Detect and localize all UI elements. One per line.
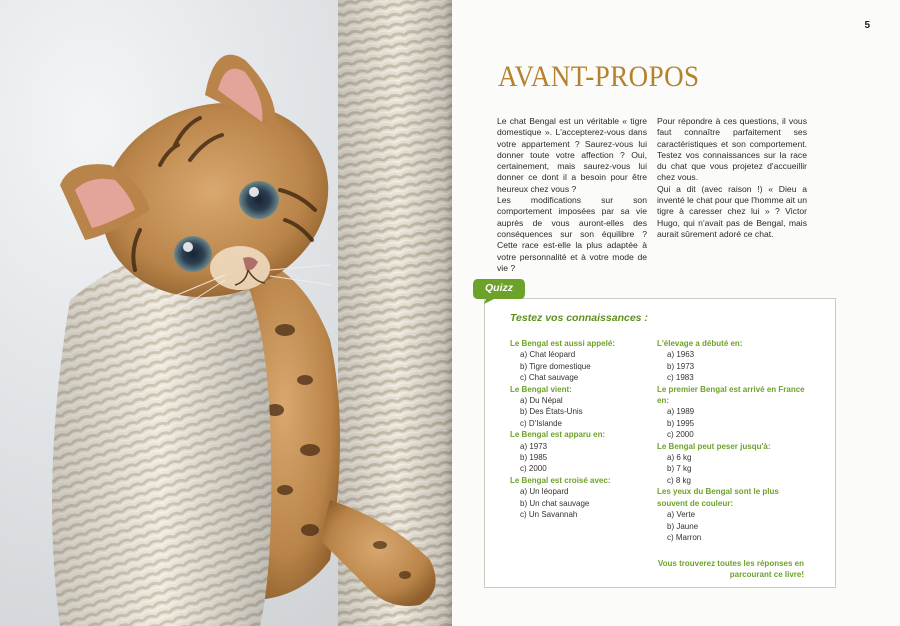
- quiz-answer: b) 1973: [667, 361, 695, 371]
- quiz-answer: a) Verte: [667, 510, 696, 520]
- text-page: [452, 0, 900, 626]
- quiz-question: Le Bengal vient:: [510, 384, 572, 394]
- quiz-answer: b) Un chat sauvage: [520, 498, 590, 508]
- quiz-question: Le Bengal peut peser jusqu'à:: [657, 441, 771, 451]
- intro-column-2: [657, 116, 807, 240]
- quiz-answer: c) 8 kg: [667, 475, 692, 485]
- quiz-answer: c) 2000: [667, 430, 694, 440]
- quiz-badge: [472, 277, 526, 305]
- quiz-answer: c) Un Savannah: [520, 510, 578, 520]
- intro-paragraph: Pour répondre à ces questions, il vous faut connaître parfaitement ses caractéristiques et son comportement. Testez vos connaissances sur la race du chat que vous projetez d'accueillir chez vous.: [657, 116, 807, 183]
- quiz-subtitle: Testez vos connaissances :: [510, 312, 648, 324]
- quiz-answer: c) Marron: [667, 532, 702, 542]
- quiz-answer: b) Des États-Unis: [520, 407, 583, 417]
- quiz-question: L'élevage a débuté en:: [657, 339, 743, 348]
- intro-paragraph: Qui a dit (avec raison !) « Dieu a inventé le chat pour que l'homme ait un tigre à caresser chez lui » ? Victor Hugo, qui n'avait pas de Bengal, mais aurait sûrement adoré ce chat.: [657, 183, 807, 239]
- quiz-answer: c) 2000: [520, 464, 547, 474]
- quiz-answer: b) 7 kg: [667, 464, 692, 474]
- page-title: AVANT-PROPOS: [498, 60, 700, 93]
- quiz-badge-label: Quizz: [485, 282, 513, 294]
- quiz-answer: c) Chat sauvage: [520, 373, 579, 383]
- quiz-answer: a) 6 kg: [667, 453, 692, 463]
- quiz-answer: a) Chat léopard: [520, 350, 576, 360]
- quiz-answer: a) 1989: [667, 407, 695, 417]
- quiz-footer-note: Vous trouverez toutes les réponses en parcourant ce livre!: [657, 559, 804, 580]
- quiz-answer: b) 1995: [667, 418, 695, 428]
- quiz-answer: b) Jaune: [667, 521, 699, 531]
- intro-column-1: [497, 116, 647, 274]
- quiz-question: Le premier Bengal est arrivé en France en:: [657, 384, 805, 406]
- page-number: 5: [864, 20, 870, 31]
- quiz-answer: b) Tigre domestique: [520, 361, 591, 371]
- quiz-answer: c) 1983: [667, 373, 694, 383]
- quiz-answer: b) 1985: [520, 453, 548, 463]
- quiz-column-1: [510, 338, 650, 521]
- quiz-question: Le Bengal est croisé avec:: [510, 475, 611, 485]
- intro-paragraph: Le chat Bengal est un véritable « tigre domestique ». L'accepterez-vous dans votre appartement ? Saurez-vous lui donner toute votre affection ? Oui, certainement, mais saurez-vous lui donner ce dont il a besoin pour être heureux chez vous ?: [497, 116, 647, 194]
- quiz-answer: a) Du Népal: [520, 396, 563, 406]
- quiz-answer: a) 1973: [520, 441, 548, 451]
- quiz-answer: a) 1963: [667, 350, 695, 360]
- quiz-question: Le Bengal est aussi appelé:: [510, 339, 615, 348]
- quiz-question: Le Bengal est apparu en:: [510, 430, 606, 440]
- quiz-answer: a) Un léopard: [520, 487, 569, 497]
- intro-paragraph: Les modifications sur son comportement imposées par sa vie auprès de vous auront-elles des conséquences sur son équilibre ? Cette race est-elle la plus adaptée à votre personnalité et à votre mode de vie ?: [497, 195, 647, 273]
- quiz-column-2: [657, 338, 807, 543]
- quiz-question: Les yeux du Bengal sont le plus souvent de couleur:: [657, 487, 779, 508]
- quiz-answer: c) D'Islande: [520, 418, 562, 428]
